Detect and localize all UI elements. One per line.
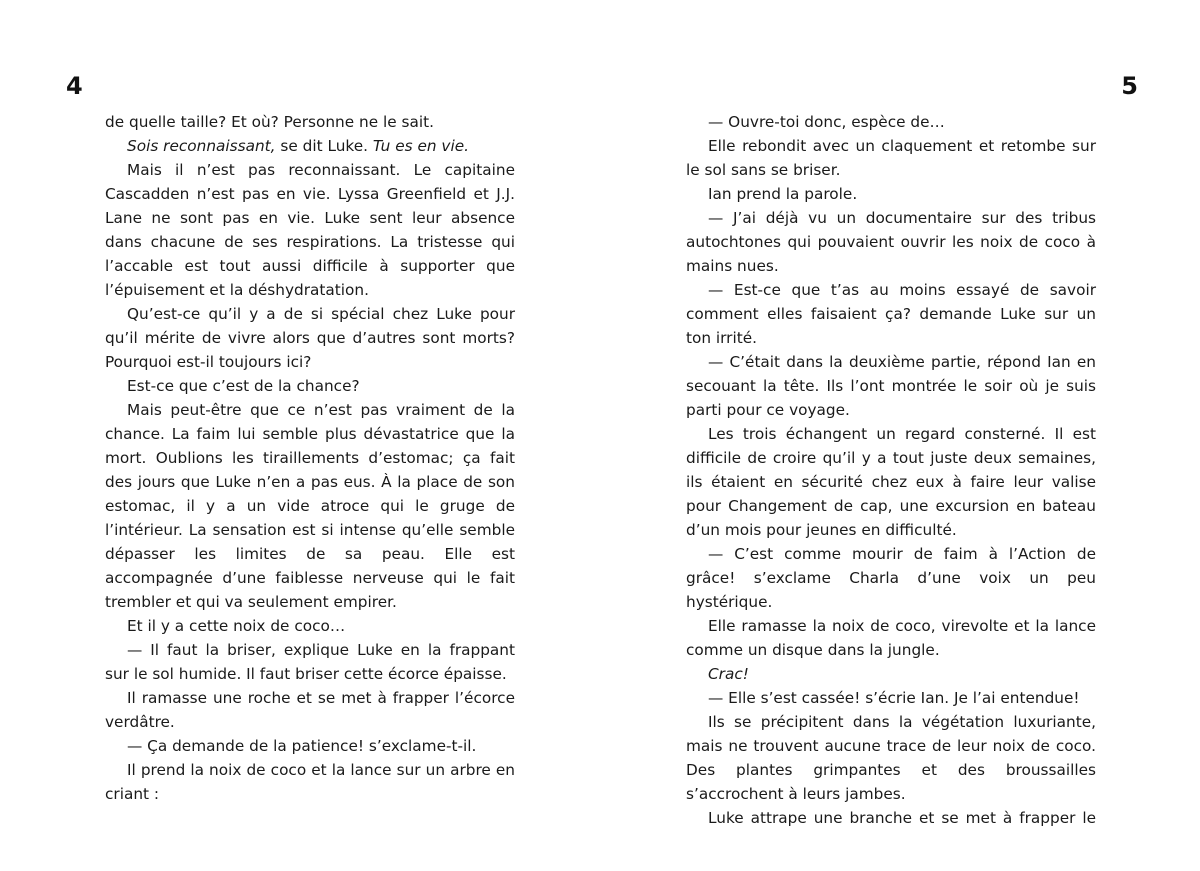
- italic-phrase: Tu es en vie.: [372, 137, 469, 155]
- paragraph: Les trois échangent un regard consterné. Il est difficile de croire qu’il y a tout juste deux semaines, ils étaient en sécurité chez eux à faire leur valise pour Changement de cap, une excursion en bateau d’un mois pour jeunes en difficulté.: [686, 425, 1096, 539]
- paragraph: Luke attrape une branche et se met à frapper le: [708, 809, 1096, 827]
- paragraph: — C’est comme mourir de faim à l’Action de grâce! s’exclame Charla d’une voix un peu hystérique.: [686, 545, 1096, 611]
- paragraph: — C’était dans la deuxième partie, répond Ian en secouant la tête. Ils l’ont montrée le soir où je suis parti pour ce voyage.: [686, 353, 1096, 419]
- italic-phrase: Sois reconnaissant,: [127, 137, 276, 155]
- paragraph: Ils se précipitent dans la végétation luxuriante, mais ne trouvent aucune trace de leur noix de coco. Des plantes grimpantes et des broussailles s’accrochent à leurs jambes.: [686, 713, 1096, 803]
- paragraph: — Ouvre-toi donc, espèce de…: [708, 113, 945, 131]
- paragraph: — Il faut la briser, explique Luke en la frappant sur le sol humide. Il faut briser cette écorce épaisse.: [105, 641, 515, 683]
- page-number-left: 4: [66, 72, 83, 100]
- paragraph: Elle rebondit avec un claquement et retombe sur le sol sans se briser.: [686, 137, 1096, 179]
- paragraph: Il prend la noix de coco et la lance sur un arbre en criant :: [105, 761, 515, 803]
- paragraph: [105, 134, 515, 158]
- page-number-right: 5: [1121, 72, 1138, 100]
- paragraph: Mais il n’est pas reconnaissant. Le capitaine Cascadden n’est pas en vie. Lyssa Greenfield et J.J. Lane ne sont pas en vie. Luke sent leur absence dans chacune de ses respirations. La tristesse qui l’accable est tout aussi difficile à supporter que l’épuisement et la déshydratation.: [105, 161, 515, 299]
- paragraph: Est-ce que c’est de la chance?: [127, 377, 360, 395]
- paragraph: de quelle taille? Et où? Personne ne le sait.: [105, 113, 434, 131]
- paragraph: Ian prend la parole.: [708, 185, 858, 203]
- paragraph: — Ça demande de la patience! s’exclame-t-il.: [127, 737, 477, 755]
- paragraph: Qu’est-ce qu’il y a de si spécial chez Luke pour qu’il mérite de vivre alors que d’autres sont morts? Pourquoi est-il toujours ici?: [105, 305, 515, 371]
- paragraph: Et il y a cette noix de coco…: [127, 617, 346, 635]
- paragraph: — Est-ce que t’as au moins essayé de savoir comment elles faisaient ça? demande Luke sur un ton irrité.: [686, 281, 1096, 347]
- paragraph: Il ramasse une roche et se met à frapper l’écorce verdâtre.: [105, 689, 515, 731]
- paragraph: — J’ai déjà vu un documentaire sur des tribus autochtones qui pouvaient ouvrir les noix de coco à mains nues.: [686, 209, 1096, 275]
- paragraph: Mais peut-être que ce n’est pas vraiment de la chance. La faim lui semble plus dévastatrice que la mort. Oublions les tiraillements d’estomac; ça fait des jours que Luke n’en a pas eus. À la place de son estomac, il y a un vide atroce qui le gruge de l’intérieur. La sensation est si intense qu’elle semble dépasser les limites de sa peau. Elle est accompagnée d’une faiblesse nerveuse qui le fait trembler et qui va seulement empirer.: [105, 401, 515, 611]
- left-page-text: [105, 110, 515, 806]
- right-page-text: [686, 110, 1096, 830]
- paragraph: — Elle s’est cassée! s’écrie Ian. Je l’ai entendue!: [708, 689, 1080, 707]
- italic-phrase: Crac!: [708, 665, 749, 683]
- paragraph: Elle ramasse la noix de coco, virevolte et la lance comme un disque dans la jungle.: [686, 617, 1096, 659]
- paragraph: [686, 662, 1096, 686]
- text-run: se dit Luke.: [275, 137, 373, 155]
